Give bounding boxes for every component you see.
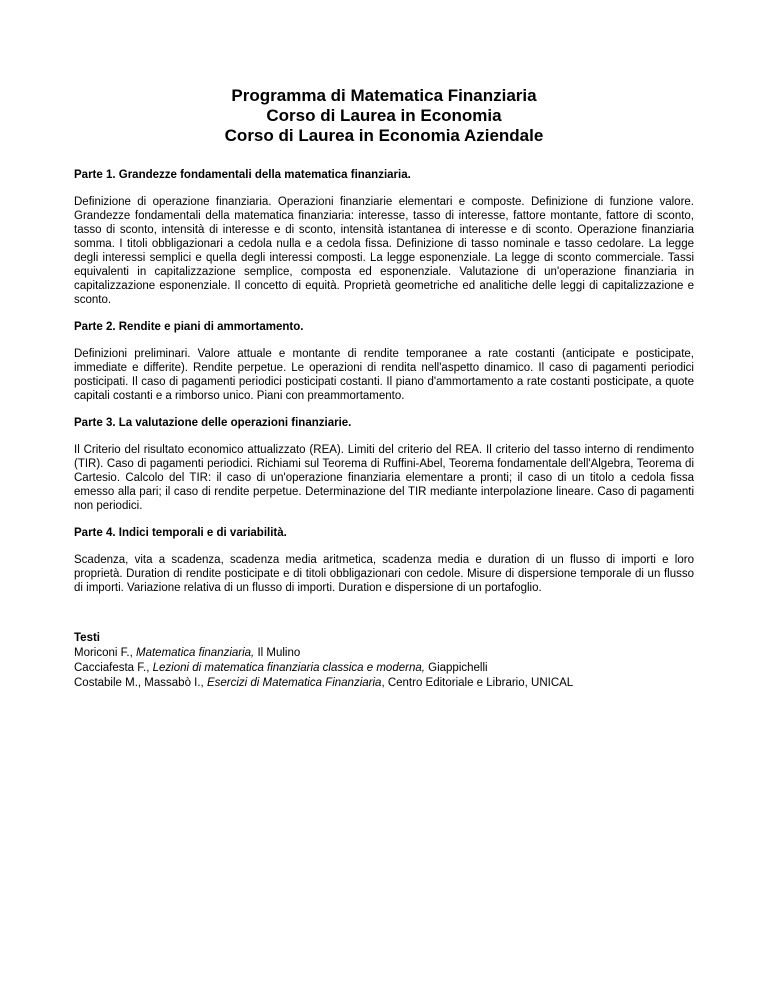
section-body: Definizione di operazione finanziaria. Operazioni finanziarie elementari e composte. Definizione di funzione valore. Grandezze fondamentali della matematica finanziaria: interesse, tasso di interesse, fattore montante, fattore di sconto, tasso di sconto, intensità di interesse e di sconto, intensità istantanea di interesse e di sconto. Operazione finanziaria somma. I titoli obbligazionari a cedola nulla e a cedola fissa. Definizione di tasso nominale e tasso cedolare. La legge degli interessi semplici e quella degli interessi composti. La legge esponenziale. La legge di sconto commerciale. Tassi equivalenti in capitalizzazione semplice, composta ed esponenziale. Valutazione di un'operazione finanziaria in capitalizzazione esponenziale. Il concetto di equità. Proprietà geometriche ed analitiche delle leggi di capitalizzazione e sconto. — [74, 196, 694, 306]
reference-item — [74, 661, 694, 676]
references — [74, 631, 694, 691]
section-2 — [74, 320, 694, 403]
section-heading: Parte 2. Rendite e piani di ammortamento. — [74, 321, 304, 333]
section-heading: Parte 1. Grandezze fondamentali della matematica finanziaria. — [74, 169, 411, 181]
section-4 — [74, 526, 694, 595]
section-body: Scadenza, vita a scadenza, scadenza media aritmetica, scadenza media e duration di un flusso di importi e loro proprietà. Duration di rendite posticipate e di titoli obbligazionari con cedole. Misure di dispersione temporale di un flusso di importi. Variazione relativa di un flusso di importi. Duration e dispersione di un portafoglio. — [74, 554, 694, 594]
references-heading: Testi — [74, 632, 100, 644]
section-3 — [74, 416, 694, 513]
reference-publisher: Giappichelli — [424, 662, 488, 674]
section-heading: Parte 3. La valutazione delle operazioni finanziarie. — [74, 417, 352, 429]
reference-author: Moriconi F., — [74, 647, 136, 659]
section-heading: Parte 4. Indici temporali e di variabilità. — [74, 527, 287, 539]
section-1 — [74, 168, 694, 307]
reference-author: Costabile M., Massabò I., — [74, 677, 207, 689]
reference-item — [74, 676, 694, 691]
reference-item — [74, 646, 694, 661]
reference-publisher: Il Mulino — [254, 647, 301, 659]
reference-title: Lezioni di matematica finanziaria classica e moderna, — [152, 662, 425, 674]
reference-author: Cacciafesta F., — [74, 662, 153, 674]
reference-title: Esercizi di Matematica Finanziaria — [206, 677, 382, 689]
section-body: Il Criterio del risultato economico attualizzato (REA). Limiti del criterio del REA. Il criterio del tasso interno di rendimento (TIR). Caso di pagamenti periodici. Richiami sul Teorema di Ruffini-Abel, Teorema fondamentale dell'Algebra, Teorema di Cartesio. Calcolo del TIR: il caso di un'operazione finanziaria elementare a pronti; il caso di un titolo a cedola fissa emesso alla pari; il caso di rendite perpetue. Determinazione del TIR mediante interpolazione lineare. Caso di pagamenti non periodici. — [74, 444, 694, 512]
title-line-2: Corso di Laurea in Economia — [266, 106, 502, 125]
section-body: Definizioni preliminari. Valore attuale e montante di rendite temporanee a rate costanti (anticipate e posticipate, immediate e differite). Rendite perpetue. Le operazioni di rendita nell'aspetto dinamico. Il caso di pagamenti periodici posticipati. Il caso di pagamenti periodici posticipati costanti. Il piano d'ammortamento a rate costanti posticipate, a quote capitali costanti e a rimborso unico. Piani con preammortamento. — [74, 348, 694, 402]
title-line-3: Corso di Laurea in Economia Aziendale — [224, 126, 544, 145]
reference-publisher: , Centro Editoriale e Librario, UNICAL — [381, 677, 574, 689]
title-line-1: Programma di Matematica Finanziaria — [231, 86, 537, 105]
reference-title: Matematica finanziaria, — [136, 647, 255, 659]
document-title — [74, 86, 694, 146]
document-page — [74, 86, 694, 691]
